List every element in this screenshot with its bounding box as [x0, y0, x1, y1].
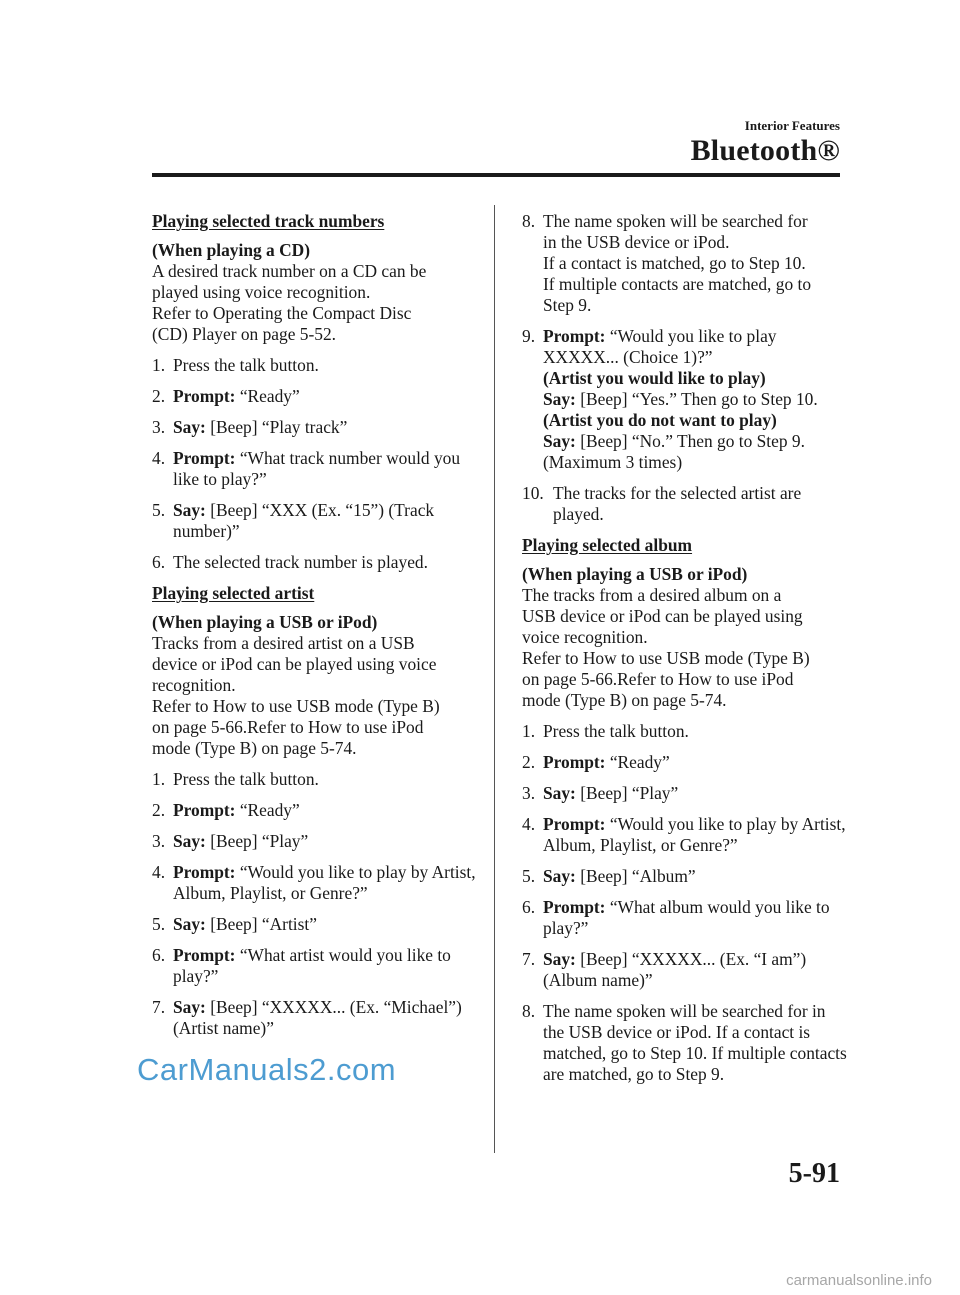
- track-intro-line: Refer to Operating the Compact Disc: [152, 303, 412, 323]
- album-intro-line: The tracks from a desired album on a: [522, 585, 782, 605]
- album-intro-line: Refer to How to use USB mode (Type B): [522, 648, 810, 668]
- list-item: 8. The name spoken will be searched for in the USB device or iPod. If a contact is matched, go to Step 10. If multiple contacts are matched, go to Step 9.: [522, 211, 812, 315]
- list-item: 8. The name spoken will be searched for in the USB device or iPod. If a contact is matched, go to Step 10. If multiple contacts are matched, go to Step 9.: [522, 1001, 847, 1084]
- list-item: 1. Press the talk button.: [152, 355, 319, 375]
- list-item: 5. Say: [Beep] “XXX (Ex. “15”) (Track number)”: [152, 500, 435, 541]
- list-item: 5. Say: [Beep] “Album”: [522, 866, 696, 886]
- track-intro-line: (CD) Player on page 5-52.: [152, 324, 337, 344]
- header-rule: [152, 173, 840, 177]
- artist-intro-line: on page 5-66.Refer to How to use iPod: [152, 717, 424, 737]
- list-item: 6. The selected track number is played.: [152, 552, 428, 572]
- track-heading: Playing selected track numbers: [152, 211, 385, 231]
- column-divider: [494, 205, 495, 1153]
- artist-intro-line: mode (Type B) on page 5-74.: [152, 738, 357, 758]
- list-item: 10. The tracks for the selected artist are played.: [522, 483, 802, 524]
- watermark-logo: CarManuals2.com: [137, 1052, 397, 1087]
- artist-steps: [152, 769, 477, 1039]
- artist-intro-line: Tracks from a desired artist on a USB: [152, 633, 415, 653]
- list-item: 7. Say: [Beep] “XXXXX... (Ex. “Michael”) (Artist name)”: [152, 997, 462, 1038]
- album-intro-line: on page 5-66.Refer to How to use iPod: [522, 669, 794, 689]
- artist-intro-line: device or iPod can be played using voice: [152, 654, 437, 674]
- list-item: 1. Press the talk button.: [522, 721, 689, 741]
- list-item: 9. Prompt: “Would you like to play XXXXX... (Choice 1)?” (Artist you would like to play) Say: [Beep] “Yes.” Then go to Step 10. (Artist you do not want to play) Say: [Beep] “No.” Then go to Step 9. (Maximum 3 times): [522, 326, 818, 472]
- list-item: 6. Prompt: “What artist would you like to play?”: [152, 945, 451, 986]
- page-number: 5-91: [788, 1158, 840, 1189]
- artist-condition: (When playing a USB or iPod): [152, 612, 378, 632]
- artist-steps-continued: [522, 211, 847, 525]
- artist-heading: Playing selected artist: [152, 583, 315, 603]
- right-column: [522, 211, 847, 1095]
- album-intro-line: voice recognition.: [522, 627, 648, 647]
- list-item: 5. Say: [Beep] “Artist”: [152, 914, 317, 934]
- page-title: Bluetooth®: [690, 134, 840, 167]
- list-item: 3. Say: [Beep] “Play”: [152, 831, 309, 851]
- album-heading: Playing selected album: [522, 535, 693, 555]
- track-condition: (When playing a CD): [152, 240, 310, 260]
- list-item: 3. Say: [Beep] “Play track”: [152, 417, 348, 437]
- track-steps: [152, 355, 477, 573]
- list-item: 4. Prompt: “Would you like to play by Artist, Album, Playlist, or Genre?”: [152, 862, 476, 903]
- left-column: [152, 211, 477, 1049]
- header-section-label: Interior Features: [744, 118, 840, 133]
- list-item: 1. Press the talk button.: [152, 769, 319, 789]
- list-item: 2. Prompt: “Ready”: [152, 386, 300, 406]
- list-item: 3. Say: [Beep] “Play”: [522, 783, 679, 803]
- artist-intro-line: Refer to How to use USB mode (Type B): [152, 696, 440, 716]
- list-item: 6. Prompt: “What album would you like to play?”: [522, 897, 830, 938]
- track-intro-line: played using voice recognition.: [152, 282, 371, 302]
- album-steps: [522, 721, 847, 1085]
- list-item: 7. Say: [Beep] “XXXXX... (Ex. “I am”) (Album name)”: [522, 949, 807, 990]
- list-item: 4. Prompt: “What track number would you like to play?”: [152, 448, 461, 489]
- album-intro-line: USB device or iPod can be played using: [522, 606, 803, 626]
- list-item: 2. Prompt: “Ready”: [152, 800, 300, 820]
- album-intro-line: mode (Type B) on page 5-74.: [522, 690, 727, 710]
- track-intro-line: A desired track number on a CD can be: [152, 261, 427, 281]
- track-intro: [152, 240, 477, 345]
- album-condition: (When playing a USB or iPod): [522, 564, 748, 584]
- album-intro: [522, 564, 847, 711]
- list-item: 2. Prompt: “Ready”: [522, 752, 670, 772]
- artist-intro-line: recognition.: [152, 675, 236, 695]
- footer-url: carmanualsonline.info: [786, 1272, 932, 1289]
- list-item: 4. Prompt: “Would you like to play by Artist, Album, Playlist, or Genre?”: [522, 814, 846, 855]
- artist-intro: [152, 612, 477, 759]
